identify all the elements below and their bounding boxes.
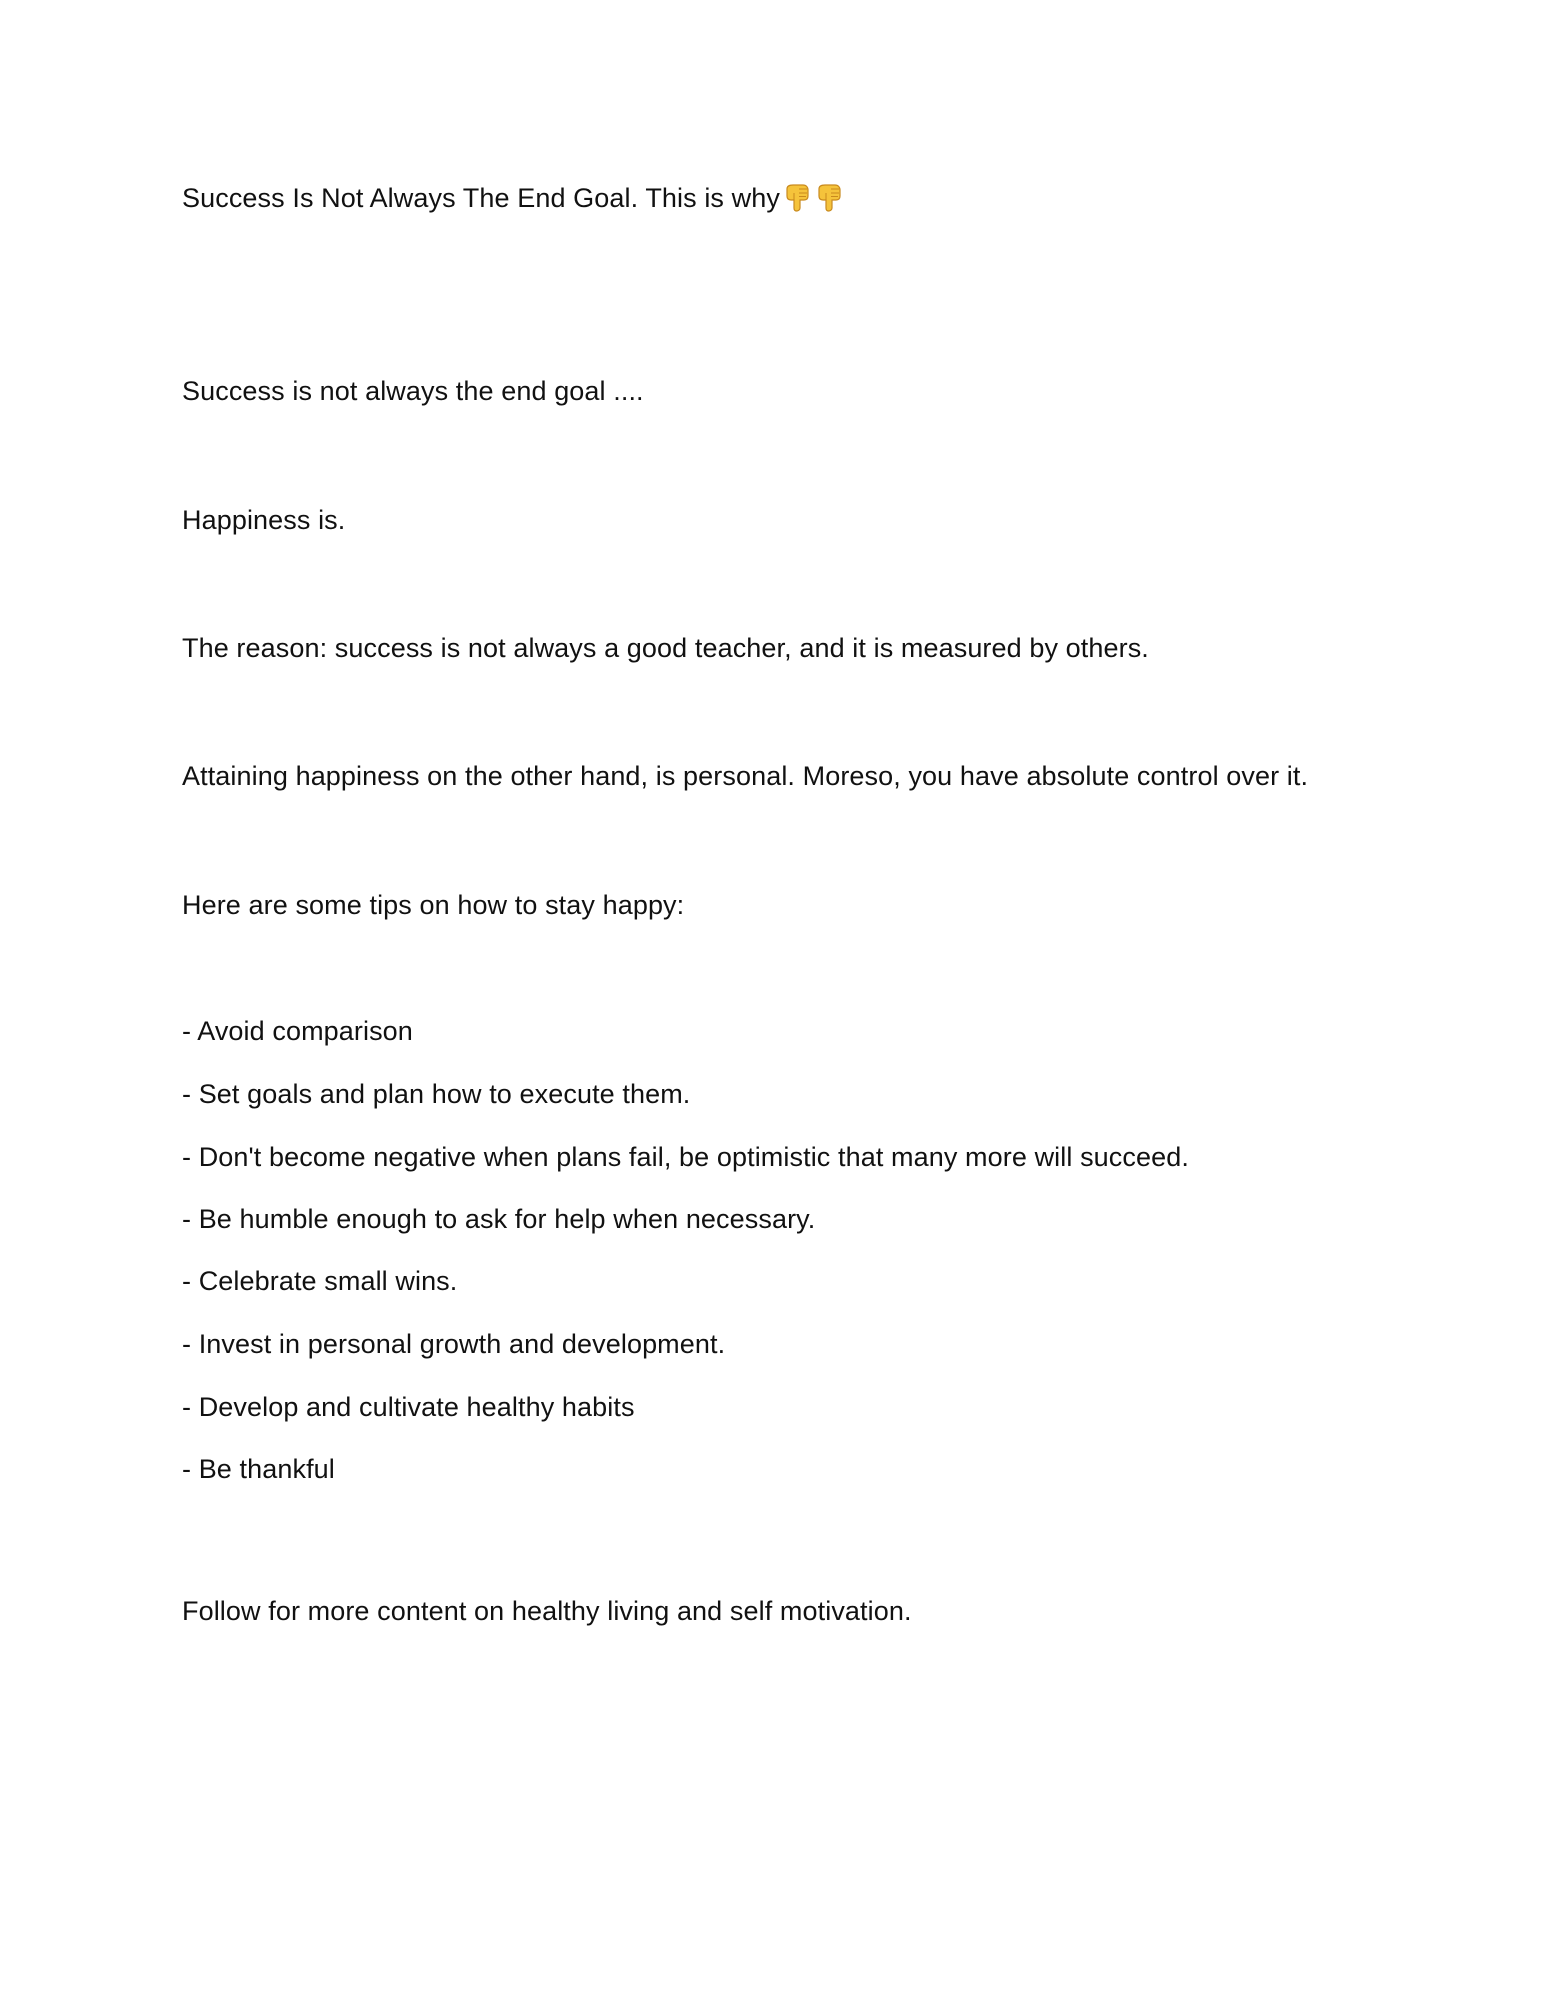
closing-line: Follow for more content on healthy living and self motivation.: [182, 1596, 912, 1626]
paragraph: Happiness is.: [182, 505, 346, 535]
tip-item: - Don't become negative when plans fail, be optimistic that many more will succeed.: [182, 1142, 1189, 1172]
paragraph: The reason: success is not always a good teacher, and it is measured by others.: [182, 633, 1149, 663]
document-title: [182, 181, 845, 217]
paragraph: Success is not always the end goal ....: [182, 376, 644, 406]
tip-item: - Develop and cultivate healthy habits: [182, 1392, 635, 1422]
tip-item: - Be humble enough to ask for help when necessary.: [182, 1204, 816, 1234]
tip-item: - Be thankful: [182, 1454, 335, 1484]
paragraph: Attaining happiness on the other hand, is personal. Moreso, you have absolute control over it.: [182, 761, 1309, 791]
tip-item: - Invest in personal growth and development.: [182, 1329, 726, 1359]
tip-item: - Set goals and plan how to execute them.: [182, 1079, 691, 1109]
title-emoji-group: [781, 183, 845, 217]
tip-item: - Avoid comparison: [182, 1016, 413, 1046]
tip-item: - Celebrate small wins.: [182, 1266, 458, 1296]
pointing-down-hand-icon: [781, 181, 813, 213]
paragraph: Here are some tips on how to stay happy:: [182, 890, 685, 920]
pointing-down-hand-icon: [813, 181, 845, 213]
title-text: Success Is Not Always The End Goal. This is why: [182, 183, 780, 213]
